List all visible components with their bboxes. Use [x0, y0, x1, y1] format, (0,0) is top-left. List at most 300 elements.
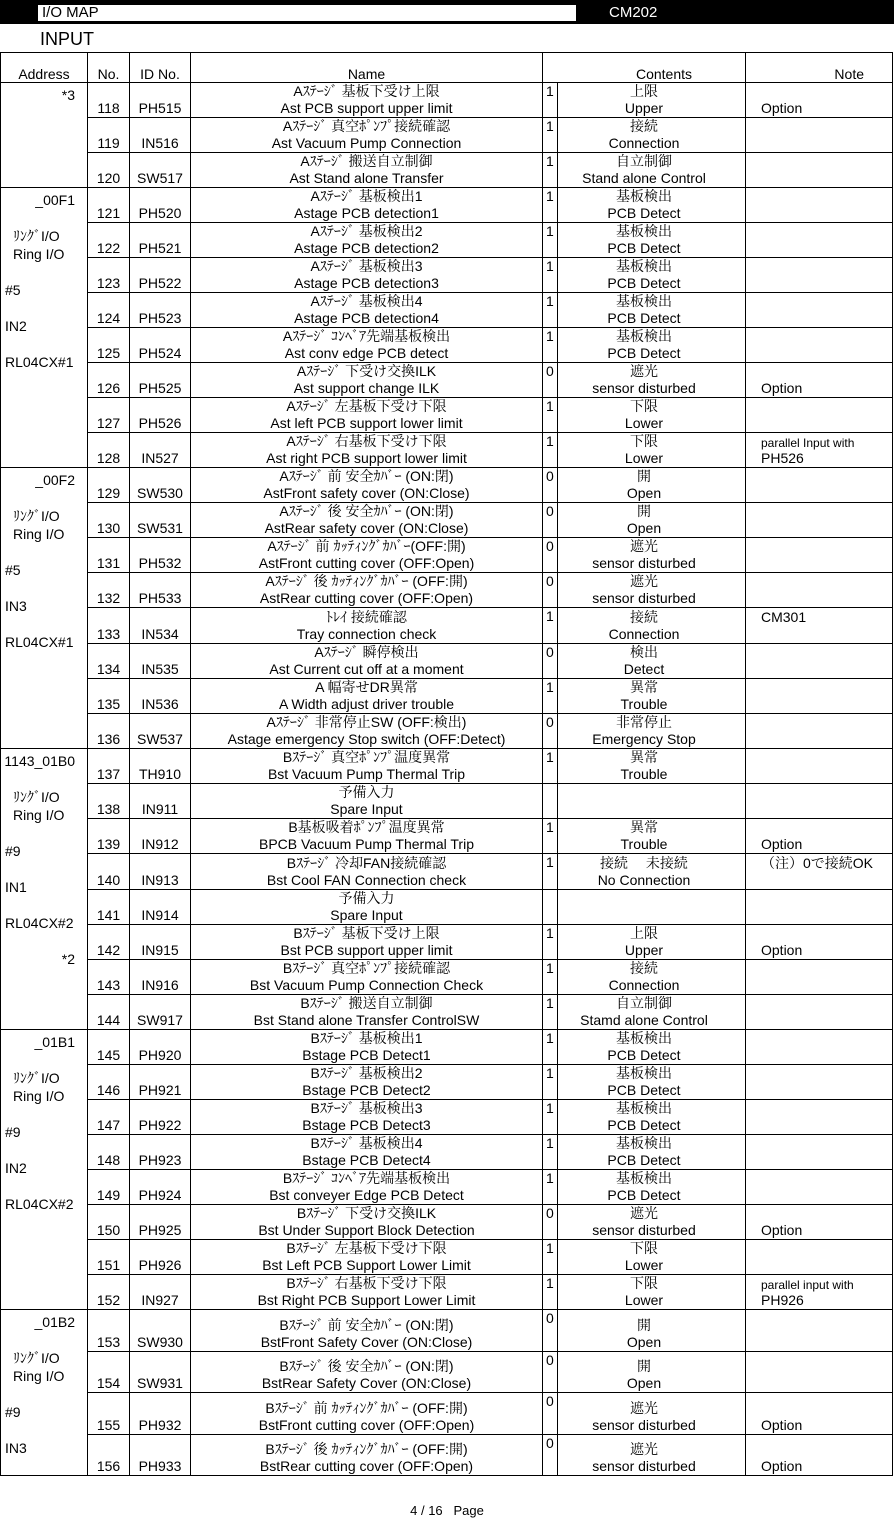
note-text: Option — [761, 942, 803, 958]
address-line: ﾘﾝｸﾞI/O — [13, 789, 60, 805]
contents-en: sensor disturbed — [592, 380, 696, 396]
row-name — [191, 1275, 543, 1310]
note-small: parallel Input with — [761, 436, 855, 450]
name-jp: Aｽﾃｰｼﾞ 非常停止SW (OFF:検出) — [266, 714, 467, 730]
contents-divider — [557, 258, 558, 292]
contents-divider — [557, 1240, 558, 1274]
name-en: AstRear cutting cover (OFF:Open) — [259, 590, 474, 606]
contents-flag: 1 — [546, 1065, 554, 1081]
table-row — [1, 573, 893, 608]
contents-divider — [557, 749, 558, 783]
contents-divider — [557, 890, 558, 924]
name-jp: Aｽﾃｰｼﾞ 前 ｶｯﾃｨﾝｸﾞｶﾊﾞｰ(OFF:開) — [267, 538, 466, 554]
row-name — [191, 1351, 543, 1393]
name-en: Ast PCB support upper limit — [280, 100, 453, 116]
contents-flag: 0 — [546, 644, 554, 660]
row-note — [746, 819, 893, 854]
contents-en: Open — [626, 520, 662, 536]
contents-jp: 非常停止 — [616, 714, 672, 730]
contents-divider — [557, 118, 558, 152]
row-note — [746, 960, 893, 995]
row-number: 150 — [88, 1205, 130, 1240]
name-en: Ast left PCB support lower limit — [270, 415, 463, 431]
row-name — [191, 188, 543, 223]
table-row — [1, 1170, 893, 1205]
contents-flag: 1 — [546, 328, 554, 344]
table-row — [1, 854, 893, 890]
row-note — [746, 608, 893, 644]
contents-jp: 基板検出 — [616, 258, 672, 274]
row-id: IN914 — [130, 890, 191, 925]
name-jp: Aｽﾃｰｼﾞ 基板検出3 — [310, 258, 423, 274]
row-id: PH925 — [130, 1205, 191, 1240]
row-id: PH525 — [130, 363, 191, 398]
contents-divider — [557, 1393, 558, 1434]
contents-flag: 0 — [546, 538, 554, 554]
row-name — [191, 1100, 543, 1135]
row-name — [191, 854, 543, 890]
row-number: 152 — [88, 1275, 130, 1310]
row-name — [191, 1135, 543, 1170]
address-cell — [1, 83, 88, 188]
contents-divider — [557, 1135, 558, 1169]
contents-jp: 接続 — [630, 609, 658, 625]
row-contents — [543, 538, 746, 573]
table-row — [1, 468, 893, 503]
name-en: Tray connection check — [296, 626, 437, 642]
address-line: IN3 — [5, 598, 27, 614]
contents-jp: 遮光 — [630, 1399, 658, 1416]
contents-jp: 基板検出 — [616, 1135, 672, 1151]
contents-en: Open — [626, 1375, 662, 1391]
name-jp: Bｽﾃｰｼﾞ ｺﾝﾍﾞｱ先端基板検出 — [282, 1170, 451, 1186]
contents-flag: 1 — [546, 819, 554, 835]
contents-divider — [557, 83, 558, 117]
row-name — [191, 679, 543, 714]
row-contents — [543, 1065, 746, 1100]
contents-en: PCB Detect — [607, 240, 681, 256]
row-name — [191, 118, 543, 153]
column-header-id: ID No. — [130, 53, 191, 83]
row-name — [191, 1065, 543, 1100]
row-note — [746, 1065, 893, 1100]
name-jp: Aｽﾃｰｼﾞ 基板検出4 — [310, 293, 423, 309]
contents-en: sensor disturbed — [592, 555, 696, 571]
name-jp: Bｽﾃｰｼﾞ 真空ﾎﾟﾝﾌﾟ温度異常 — [282, 749, 451, 765]
row-contents — [543, 925, 746, 960]
contents-en: Trouble — [620, 696, 668, 712]
contents-divider — [557, 188, 558, 222]
row-id: PH521 — [130, 223, 191, 258]
row-contents — [543, 1100, 746, 1135]
contents-jp: 検出 — [630, 644, 658, 660]
contents-en: Upper — [624, 100, 664, 116]
name-en: Bst Vacuum Pump Thermal Trip — [267, 766, 466, 782]
name-en: AstFront safety cover (ON:Close) — [263, 485, 470, 501]
row-contents — [543, 1310, 746, 1352]
row-contents — [543, 258, 746, 293]
row-note — [746, 854, 893, 890]
contents-jp: 遮光 — [630, 363, 658, 379]
contents-flag: 1 — [546, 1240, 554, 1256]
contents-jp: 基板検出 — [616, 223, 672, 239]
name-jp: Bｽﾃｰｼﾞ 真空ﾎﾟﾝﾌﾟ接続確認 — [282, 960, 451, 976]
name-jp: Bｽﾃｰｼﾞ 後 安全ｶﾊﾞｰ (ON:閉) — [279, 1358, 454, 1374]
name-en: AstRear safety cover (ON:Close) — [264, 520, 469, 536]
row-number: 130 — [88, 503, 130, 538]
row-contents — [543, 960, 746, 995]
page-footer — [0, 1503, 894, 1518]
contents-en: Detect — [623, 661, 665, 677]
address-line: ﾘﾝｸﾞI/O — [13, 228, 60, 244]
row-name — [191, 1205, 543, 1240]
row-note — [746, 258, 893, 293]
name-jp: Bｽﾃｰｼﾞ 基板検出3 — [310, 1100, 423, 1116]
row-note — [746, 890, 893, 925]
name-jp: Aｽﾃｰｼﾞ 基板下受け上限 — [293, 83, 440, 99]
address-line: #5 — [5, 282, 21, 298]
contents-en: Trouble — [620, 836, 668, 852]
contents-jp: 下限 — [630, 1240, 658, 1256]
row-contents — [543, 223, 746, 258]
address-line: _01B2 — [34, 1314, 75, 1330]
contents-divider — [557, 1435, 558, 1476]
row-note — [746, 1393, 893, 1435]
contents-en: sensor disturbed — [592, 1458, 696, 1474]
contents-en: No Connection — [597, 872, 691, 888]
io-table-body — [1, 53, 893, 1476]
row-name — [191, 890, 543, 925]
table-row — [1, 679, 893, 714]
name-en: Bst Vacuum Pump Connection Check — [249, 977, 484, 993]
row-id: SW530 — [130, 468, 191, 503]
row-contents — [543, 995, 746, 1030]
address-line: _00F1 — [35, 192, 75, 208]
row-contents — [543, 854, 746, 890]
column-header-contents: Contents — [543, 53, 746, 83]
contents-flag: 1 — [546, 83, 554, 99]
row-note — [746, 83, 893, 118]
row-number: 143 — [88, 960, 130, 995]
address-line: ﾘﾝｸﾞI/O — [13, 508, 60, 524]
address-line: ﾘﾝｸﾞI/O — [13, 1350, 60, 1366]
contents-flag: 1 — [546, 118, 554, 134]
table-row — [1, 398, 893, 433]
contents-jp: 開 — [637, 1316, 651, 1333]
name-jp: 予備入力 — [338, 784, 395, 800]
row-number: 146 — [88, 1065, 130, 1100]
contents-divider — [557, 468, 558, 502]
row-id: PH921 — [130, 1065, 191, 1100]
contents-divider — [557, 644, 558, 678]
contents-flag: 0 — [546, 363, 554, 379]
contents-divider — [557, 784, 558, 818]
row-name — [191, 1030, 543, 1065]
contents-jp: 遮光 — [630, 1205, 658, 1221]
row-contents — [543, 1240, 746, 1275]
row-id: IN534 — [130, 608, 191, 644]
row-id: PH920 — [130, 1030, 191, 1065]
address-line: Ring I/O — [13, 1368, 65, 1384]
name-jp: Bｽﾃｰｼﾞ 基板検出1 — [310, 1030, 423, 1046]
contents-divider — [557, 608, 558, 643]
row-name — [191, 995, 543, 1030]
contents-flag: 0 — [546, 714, 554, 730]
row-name — [191, 644, 543, 679]
name-en: Astage PCB detection3 — [294, 275, 439, 291]
contents-divider — [557, 223, 558, 257]
name-en: Bst Right PCB Support Lower Limit — [257, 1292, 476, 1308]
name-en: Bst conveyer Edge PCB Detect — [269, 1187, 464, 1203]
row-number: 123 — [88, 258, 130, 293]
contents-flag: 0 — [546, 1310, 554, 1326]
row-note — [746, 1275, 893, 1310]
row-contents — [543, 1205, 746, 1240]
name-en: Astage PCB detection2 — [294, 240, 439, 256]
row-number: 147 — [88, 1100, 130, 1135]
row-id: PH515 — [130, 83, 191, 118]
row-id: PH926 — [130, 1240, 191, 1275]
contents-divider — [557, 714, 558, 748]
row-id: IN912 — [130, 819, 191, 854]
row-id: PH524 — [130, 328, 191, 363]
contents-jp: 下限 — [630, 433, 658, 449]
row-name — [191, 1434, 543, 1476]
row-number: 139 — [88, 819, 130, 854]
name-en: Ast conv edge PCB detect — [284, 345, 449, 361]
name-en: Ast support change ILK — [293, 380, 440, 396]
table-row — [1, 890, 893, 925]
contents-en: Connection — [608, 135, 680, 151]
note-text: CM301 — [761, 609, 807, 625]
name-jp: Aｽﾃｰｼﾞ 基板検出1 — [310, 188, 423, 204]
column-header-address: Address — [1, 53, 88, 83]
contents-flag: 1 — [546, 1170, 554, 1186]
contents-flag: 1 — [546, 433, 554, 449]
table-row — [1, 1205, 893, 1240]
row-contents — [543, 573, 746, 608]
table-row — [1, 223, 893, 258]
row-note — [746, 398, 893, 433]
row-id: PH932 — [130, 1393, 191, 1435]
row-note — [746, 1310, 893, 1352]
name-jp: Aｽﾃｰｼﾞ 下受け交換ILK — [296, 363, 437, 379]
contents-flag: 1 — [546, 223, 554, 239]
row-contents — [543, 679, 746, 714]
row-id: IN527 — [130, 433, 191, 468]
row-name — [191, 293, 543, 328]
contents-divider — [557, 363, 558, 397]
row-id: PH924 — [130, 1170, 191, 1205]
row-name — [191, 153, 543, 188]
contents-flag: 1 — [546, 608, 554, 624]
row-name — [191, 749, 543, 784]
contents-jp: 上限 — [630, 83, 658, 99]
contents-divider — [557, 925, 558, 959]
contents-en: Lower — [624, 1292, 664, 1308]
row-name — [191, 1170, 543, 1205]
table-row — [1, 433, 893, 468]
address-line: Ring I/O — [13, 246, 65, 262]
row-note — [746, 188, 893, 223]
name-jp: Bｽﾃｰｼﾞ 基板下受け上限 — [293, 925, 440, 941]
row-number: 138 — [88, 784, 130, 819]
row-id: PH523 — [130, 293, 191, 328]
name-en: Bst Left PCB Support Lower Limit — [262, 1257, 471, 1273]
row-name — [191, 1310, 543, 1352]
name-jp: Bｽﾃｰｼﾞ 下受け交換ILK — [296, 1205, 437, 1221]
address-line: RL04CX#1 — [5, 634, 74, 650]
contents-jp: 異常 — [630, 819, 658, 835]
name-en: Ast right PCB support lower limit — [266, 450, 467, 466]
row-id: SW917 — [130, 995, 191, 1030]
table-row — [1, 819, 893, 854]
contents-en: PCB Detect — [607, 275, 681, 291]
address-marker: *2 — [61, 951, 75, 967]
address-line: RL04CX#1 — [5, 354, 74, 370]
row-number: 119 — [88, 118, 130, 153]
contents-divider — [557, 503, 558, 537]
row-number: 155 — [88, 1393, 130, 1435]
contents-jp: 自立制御 — [616, 153, 672, 169]
contents-jp: 下限 — [630, 1275, 658, 1291]
row-contents — [543, 1275, 746, 1310]
row-id: IN911 — [130, 784, 191, 819]
row-name — [191, 925, 543, 960]
row-id: IN927 — [130, 1275, 191, 1310]
contents-divider — [557, 1030, 558, 1064]
contents-jp: 開 — [637, 503, 651, 519]
row-name — [191, 83, 543, 118]
contents-divider — [557, 1310, 558, 1351]
address-cell — [1, 1030, 88, 1310]
name-jp: Aｽﾃｰｼﾞ ｺﾝﾍﾞｱ先端基板検出 — [282, 328, 451, 344]
table-row — [1, 1100, 893, 1135]
row-contents — [543, 819, 746, 854]
contents-en: PCB Detect — [607, 345, 681, 361]
row-number: 131 — [88, 538, 130, 573]
name-en: BstRear Safety Cover (ON:Close) — [261, 1375, 472, 1391]
address-line: RL04CX#2 — [5, 915, 74, 931]
address-cell — [1, 1310, 88, 1476]
row-id: PH522 — [130, 258, 191, 293]
contents-flag: 0 — [546, 1351, 554, 1368]
row-number: 148 — [88, 1135, 130, 1170]
table-row — [1, 1240, 893, 1275]
contents-divider — [557, 328, 558, 362]
row-contents — [543, 784, 746, 819]
column-header-no: No. — [88, 53, 130, 83]
row-id: PH923 — [130, 1135, 191, 1170]
row-contents — [543, 293, 746, 328]
table-row — [1, 538, 893, 573]
row-name — [191, 714, 543, 749]
contents-jp: 接続 — [630, 960, 658, 976]
name-en: BstFront Safety Cover (ON:Close) — [260, 1333, 473, 1350]
row-number: 142 — [88, 925, 130, 960]
name-jp: Bｽﾃｰｼﾞ 後 ｶｯﾃｨﾝｸﾞｶﾊﾞｰ (OFF:開) — [265, 1441, 468, 1457]
name-jp: Bｽﾃｰｼﾞ 前 安全ｶﾊﾞｰ (ON:閉) — [279, 1316, 454, 1333]
note-text: Option — [761, 380, 803, 396]
row-note — [746, 293, 893, 328]
note-text: Option — [761, 1416, 803, 1433]
row-id: SW537 — [130, 714, 191, 749]
row-number: 127 — [88, 398, 130, 433]
row-number: 120 — [88, 153, 130, 188]
contents-divider — [557, 1275, 558, 1309]
row-id: IN916 — [130, 960, 191, 995]
contents-en: PCB Detect — [607, 310, 681, 326]
row-note — [746, 1135, 893, 1170]
contents-flag: 1 — [546, 1135, 554, 1151]
row-number: 132 — [88, 573, 130, 608]
name-en: Astage PCB detection4 — [294, 310, 439, 326]
row-id: PH933 — [130, 1434, 191, 1476]
table-row — [1, 1434, 893, 1476]
table-row — [1, 188, 893, 223]
row-number: 154 — [88, 1351, 130, 1393]
contents-flag: 1 — [546, 925, 554, 941]
row-id: PH526 — [130, 398, 191, 433]
row-id: IN915 — [130, 925, 191, 960]
row-name — [191, 1393, 543, 1435]
row-name — [191, 328, 543, 363]
note-text: PH926 — [761, 1292, 804, 1308]
row-id: IN536 — [130, 679, 191, 714]
row-contents — [543, 188, 746, 223]
address-line: #9 — [5, 843, 21, 859]
name-jp: Bｽﾃｰｼﾞ 前 ｶｯﾃｨﾝｸﾞｶﾊﾞｰ (OFF:開) — [265, 1399, 468, 1416]
row-id: SW517 — [130, 153, 191, 188]
row-note — [746, 1351, 893, 1393]
row-note — [746, 468, 893, 503]
contents-flag: 1 — [546, 398, 554, 414]
row-name — [191, 258, 543, 293]
name-jp: Bｽﾃｰｼﾞ 基板検出2 — [310, 1065, 423, 1081]
name-en: Bstage PCB Detect4 — [302, 1152, 431, 1168]
name-jp: Aｽﾃｰｼﾞ 前 安全ｶﾊﾞｰ (ON:閉) — [279, 468, 454, 484]
row-note — [746, 1240, 893, 1275]
row-name — [191, 433, 543, 468]
row-number: 140 — [88, 854, 130, 890]
contents-en: Lower — [624, 450, 664, 466]
contents-jp: 遮光 — [630, 538, 658, 554]
row-contents — [543, 1135, 746, 1170]
row-contents — [543, 153, 746, 188]
page-label: Page — [453, 1503, 484, 1518]
table-row — [1, 784, 893, 819]
row-number: 122 — [88, 223, 130, 258]
contents-flag: 0 — [546, 1393, 554, 1409]
contents-jp: 基板検出 — [616, 1170, 672, 1186]
contents-flag: 1 — [546, 1100, 554, 1116]
name-en: Bst Under Support Block Detection — [258, 1222, 475, 1238]
name-en: BstFront cutting cover (OFF:Open) — [258, 1416, 475, 1433]
row-contents — [543, 1351, 746, 1393]
row-contents — [543, 644, 746, 679]
table-row — [1, 153, 893, 188]
row-name — [191, 538, 543, 573]
row-contents — [543, 1170, 746, 1205]
row-number: 118 — [88, 83, 130, 118]
row-contents — [543, 749, 746, 784]
contents-en: PCB Detect — [607, 1152, 681, 1168]
table-row — [1, 328, 893, 363]
name-jp: Aｽﾃｰｼﾞ 真空ﾎﾟﾝﾌﾟ接続確認 — [282, 118, 451, 134]
row-number: 124 — [88, 293, 130, 328]
row-note — [746, 679, 893, 714]
row-contents — [543, 1393, 746, 1435]
